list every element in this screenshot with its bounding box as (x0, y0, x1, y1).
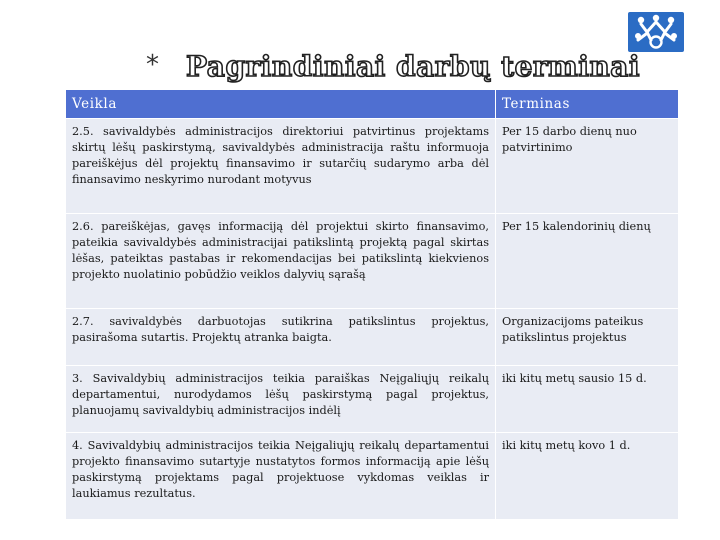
term-cell: iki kitų metų sausio 15 d. (496, 366, 679, 433)
terms-table (65, 89, 679, 520)
column-header-activity: Veikla (66, 90, 496, 119)
term-cell: Per 15 darbo dienų nuo patvirtinimo (496, 119, 679, 214)
title-asterisk: * (146, 50, 159, 80)
term-cell: Organizacijoms pateikus patikslintus projektus (496, 309, 679, 366)
activity-cell: 4. Savivaldybių administracijos teikia Neįgaliųjų reikalų departamentui projekto finansavimo sutartyje nustatytos formos informaciją apie lėšų paskirstymą projektams pagal projektuose vykdomas veiklas ir laukiamus rezultatus. (66, 433, 496, 520)
term-cell: Per 15 kalendorinių dienų (496, 214, 679, 309)
column-header-term: Terminas (496, 90, 679, 119)
table-row (66, 119, 679, 214)
activity-cell: 2.7. savivaldybės darbuotojas sutikrina patikslintus projektus, pasirašoma sutartis. Projektų atranka baigta. (66, 309, 496, 366)
activity-cell: 2.6. pareiškėjas, gavęs informaciją dėl projektui skirto finansavimo, pateikia savivaldybės administracijai patikslintą projektą pagal skirtas lėšas, pateiktas pastabas ir rekomendacijas bei patikslintą kiekvienos projekto nuolatinio pobūdžio veiklos dalyvių sąrašą (66, 214, 496, 309)
activity-cell: 3. Savivaldybių administracijos teikia paraiškas Neįgaliųjų reikalų departamentui, nurodydamos lėšų paskirstymą pagal projektus, planuojamų savivaldybių administracijos indėlį (66, 366, 496, 433)
table-row (66, 433, 679, 520)
table-row (66, 366, 679, 433)
people-network-logo-icon (628, 12, 684, 52)
table-row (66, 309, 679, 366)
page-title: Pagrindiniai darbų terminai (186, 50, 641, 83)
table-header-row (66, 90, 679, 119)
table-row (66, 214, 679, 309)
term-cell: iki kitų metų kovo 1 d. (496, 433, 679, 520)
activity-cell: 2.5. savivaldybės administracijos direktoriui patvirtinus projektams skirtų lėšų paskirstymą, savivaldybės administracija raštu informuoja pareiškėjus dėl projektų finansavimo ir sutarčių sudarymo arba dėl finansavimo neskyrimo nurodant motyvus (66, 119, 496, 214)
